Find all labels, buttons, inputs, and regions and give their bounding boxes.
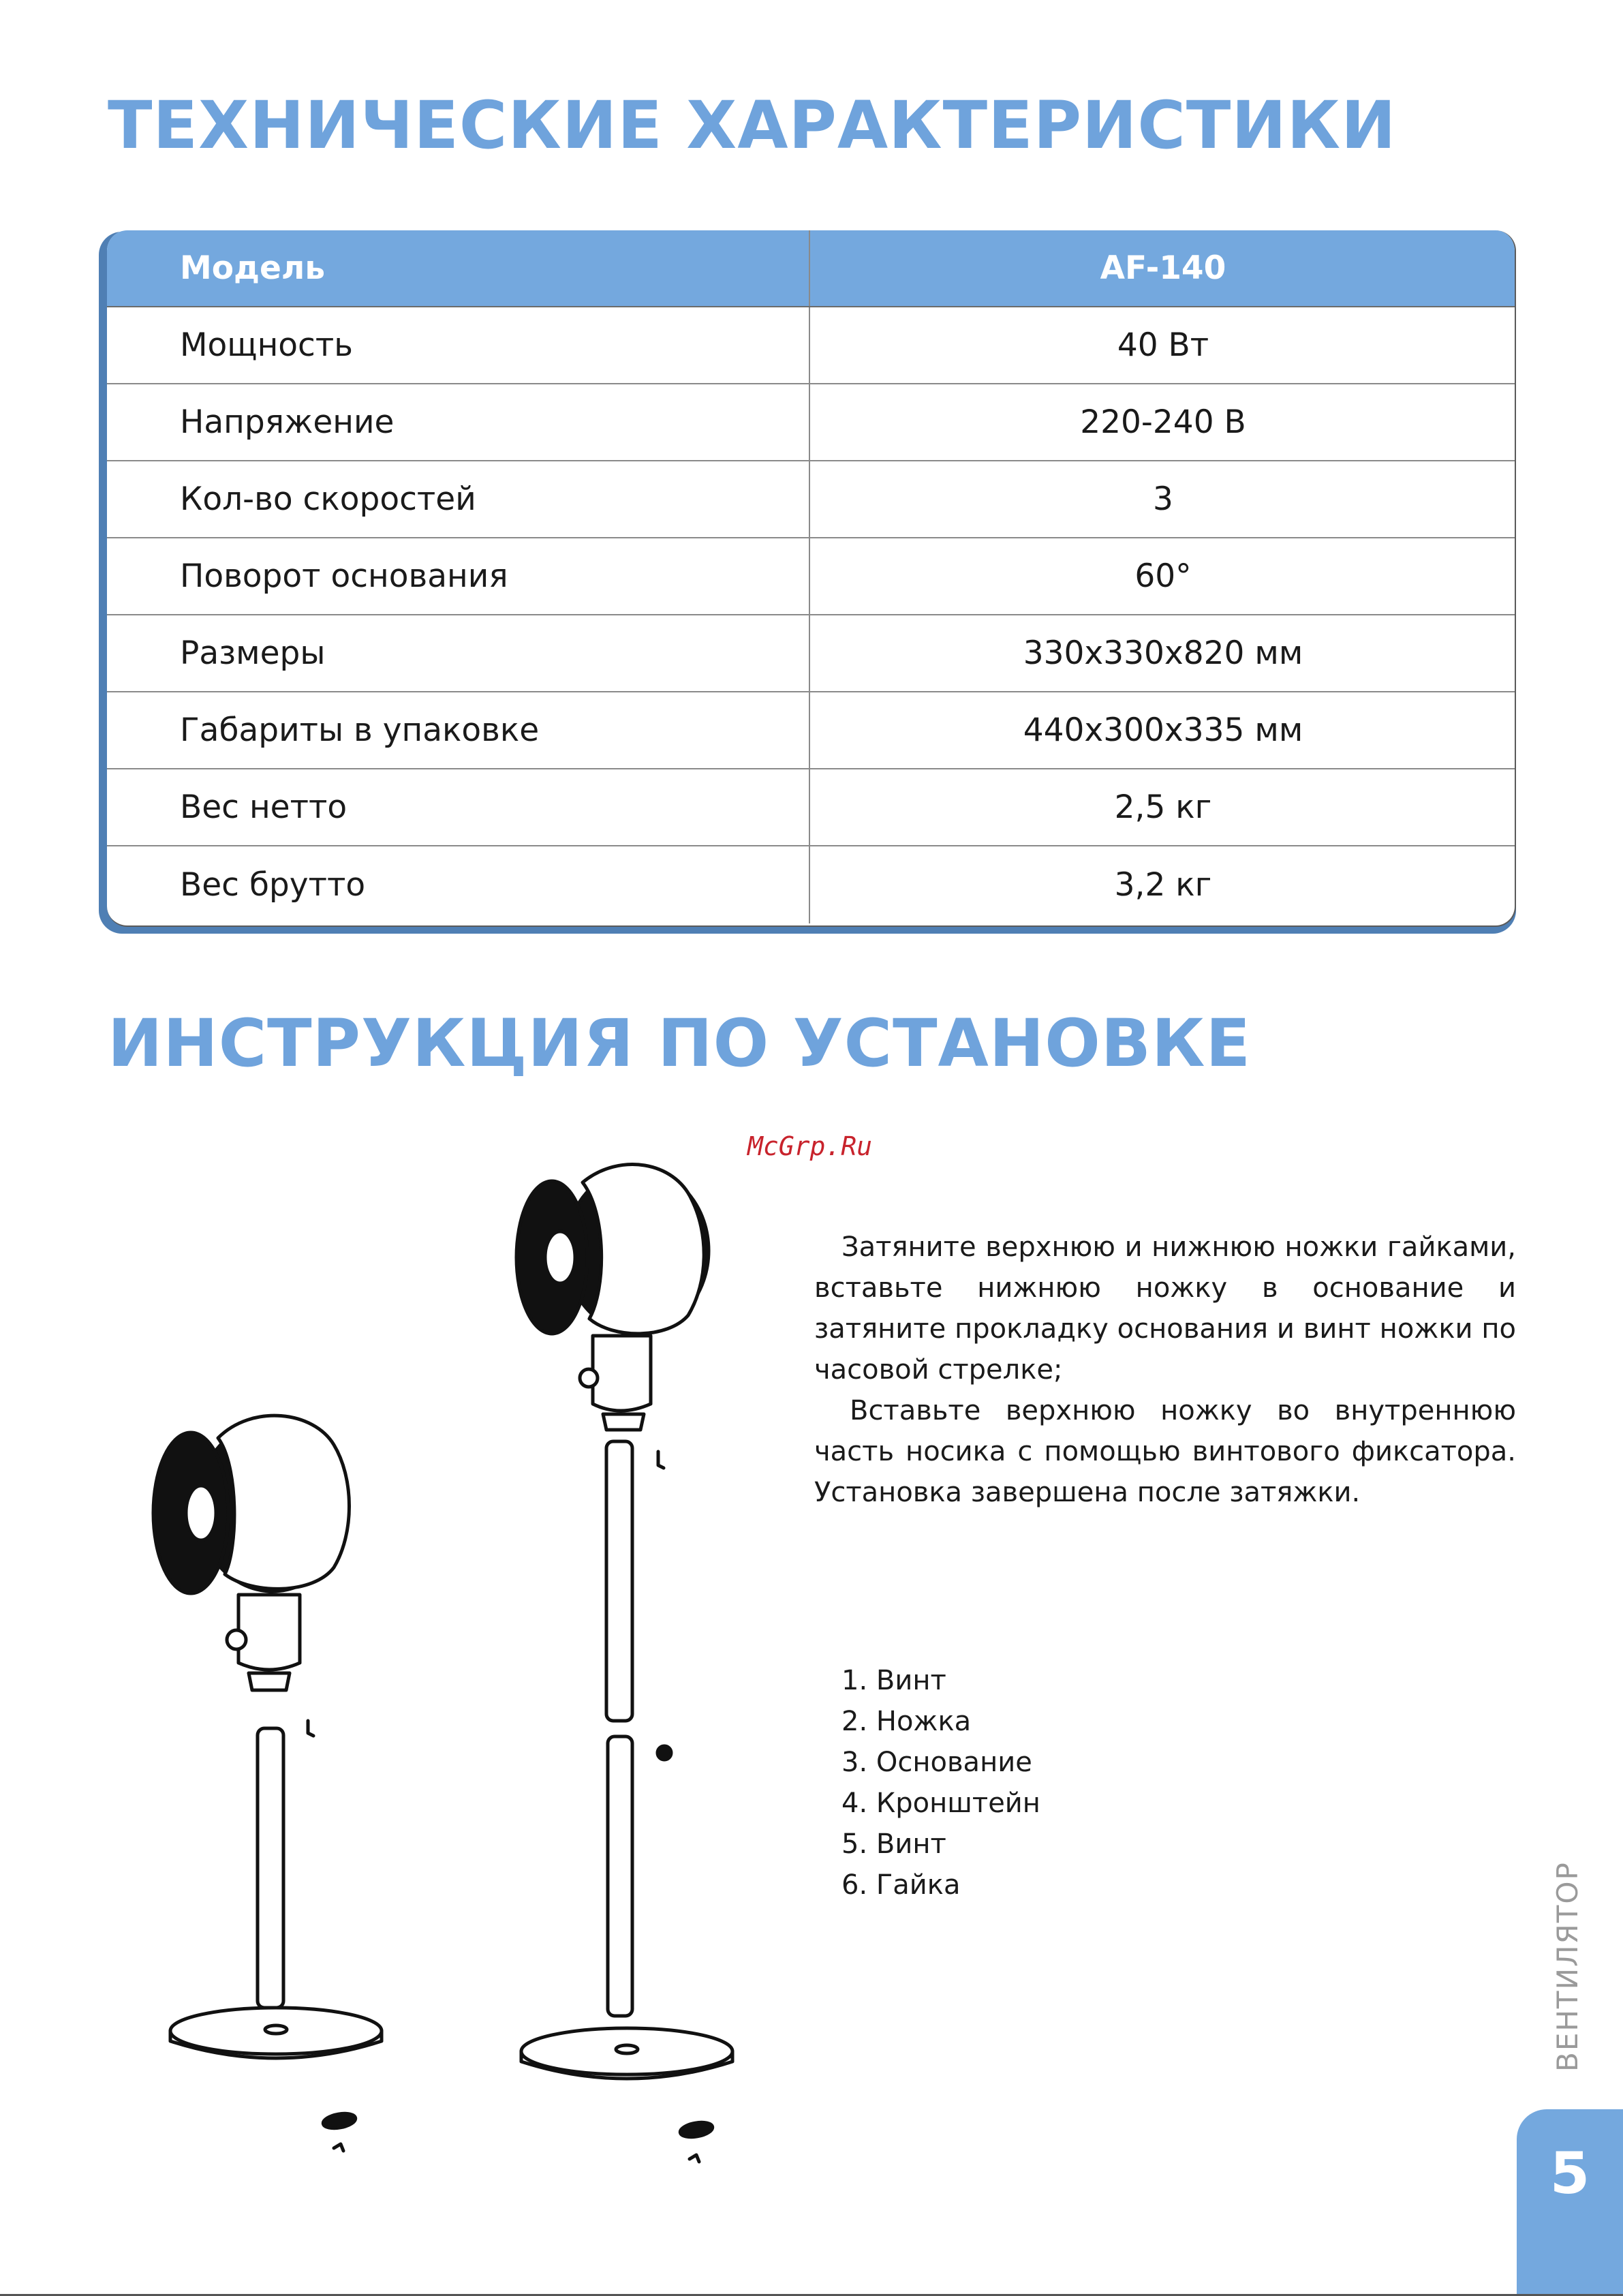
parts-list <box>841 1660 1040 1905</box>
spec-value: 330х330х820 мм <box>1023 634 1303 672</box>
spec-label: Вес нетто <box>180 789 347 826</box>
table-row <box>107 384 1515 461</box>
list-item: 5. Винт <box>841 1828 946 1860</box>
spec-value: 3 <box>1153 480 1173 518</box>
spec-label: Габариты в упаковке <box>180 711 540 749</box>
spec-value: 60° <box>1134 557 1192 595</box>
page-number: 5 <box>1549 2140 1590 2207</box>
fan-right <box>516 1165 732 2162</box>
spec-label: Напряжение <box>180 403 395 441</box>
spec-label: Мощность <box>180 326 353 364</box>
header-value: AF-140 <box>1100 249 1226 287</box>
specs-table <box>107 230 1516 927</box>
list-item: 1. Винт <box>841 1665 946 1696</box>
table-row <box>107 461 1515 538</box>
instruction-paragraph-1: Затяните верхнюю и нижнюю ножки гайками, вставьте нижнюю ножку в основание и затяните прокладку основания и винт ножки по часовой стрелке; <box>814 1231 1516 1386</box>
table-row <box>107 615 1515 692</box>
spec-value: 3,2 кг <box>1114 866 1212 904</box>
spec-value: 40 Вт <box>1117 326 1209 364</box>
table-row <box>107 769 1515 846</box>
table-header-row <box>107 230 1515 307</box>
list-item: 3. Основание <box>841 1747 1032 1778</box>
spec-label: Кол-во скоростей <box>180 480 476 518</box>
fan-assembly-illustration <box>136 1124 790 2188</box>
fan-left <box>153 1415 382 2151</box>
table-row <box>107 692 1515 769</box>
spec-value: 2,5 кг <box>1114 789 1212 826</box>
spec-label: Поворот основания <box>180 557 508 595</box>
spec-value: 440х300х335 мм <box>1023 711 1303 749</box>
list-item: 2. Ножка <box>841 1706 972 1737</box>
side-section-label: ВЕНТИЛЯТОР <box>1551 1861 1584 2072</box>
table-row <box>107 538 1515 615</box>
list-item: 4. Кронштейн <box>841 1788 1040 1819</box>
watermark[interactable]: McGrp.Ru <box>747 1131 873 1161</box>
spec-value: 220-240 В <box>1080 403 1246 441</box>
spec-label: Вес брутто <box>180 866 366 904</box>
table-row <box>107 307 1515 384</box>
spec-label: Размеры <box>180 634 326 672</box>
header-label: Модель <box>180 249 326 287</box>
specs-title: ТЕХНИЧЕСКИЕ ХАРАКТЕРИСТИКИ <box>108 87 1397 164</box>
list-item: 6. Гайка <box>841 1869 961 1901</box>
table-row <box>107 846 1515 923</box>
install-title: ИНСТРУКЦИЯ ПО УСТАНОВКЕ <box>108 1005 1252 1082</box>
instruction-paragraph-2: Вставьте верхнюю ножку во внутреннюю часть носика с помощью винтового фиксатора. Установка завершена после затяжки. <box>814 1395 1516 1508</box>
